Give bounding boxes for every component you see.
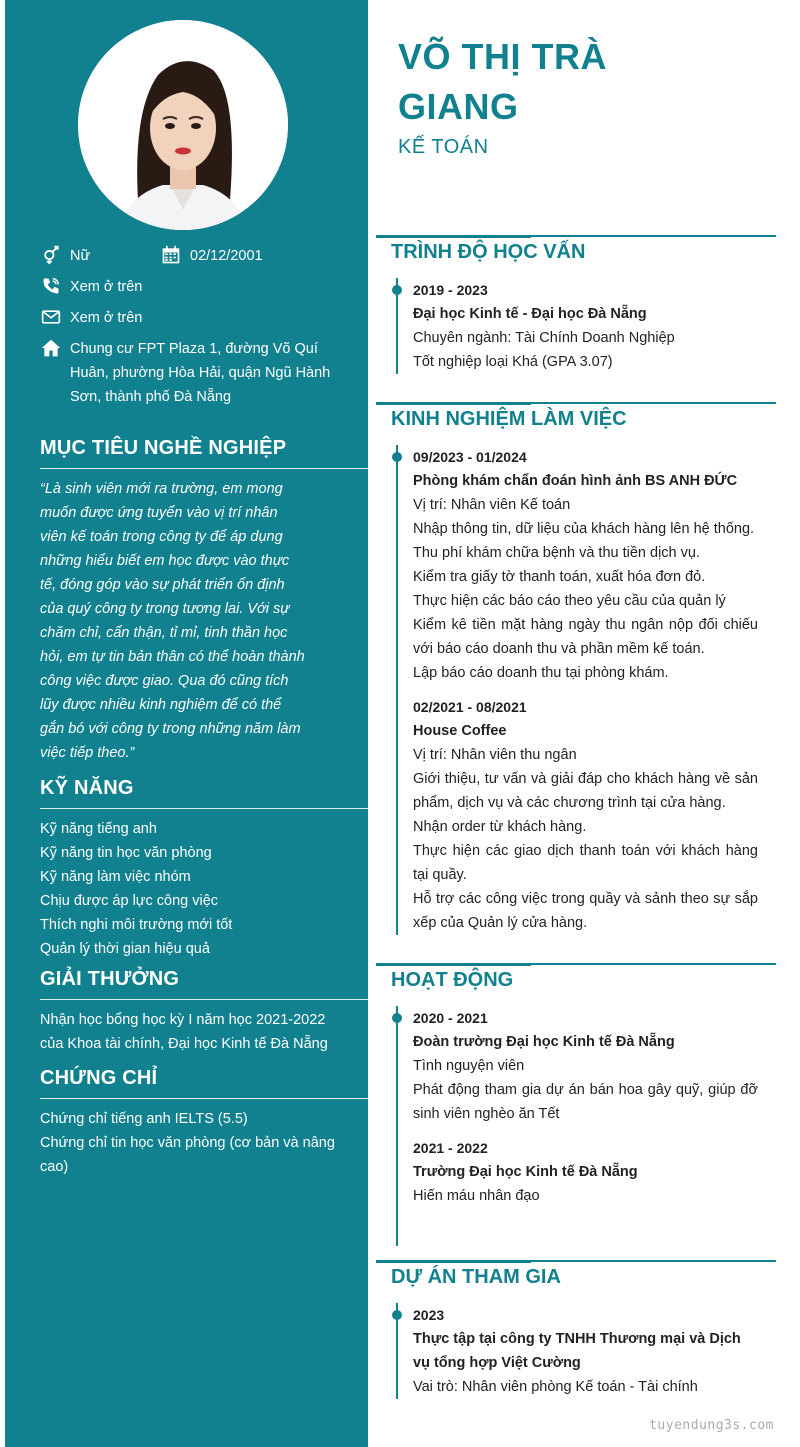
candidate-role: KẾ TOÁN [398,136,489,158]
phone-icon [40,275,62,297]
address-text: Chung cư FPT Plaza 1, đường Võ Quí Huân, phường Hòa Hải, quận Ngũ Hành Sơn, thành phố Đà Nẵng [70,341,331,405]
skill-item: Kỹ năng làm việc nhóm [40,869,191,885]
entry-org: Phòng khám chẩn đoán hình ảnh BS ANH ĐỨC [413,473,738,489]
certificate-item: Chứng chỉ tin học văn phòng (cơ bản và nâng cao) [40,1135,335,1175]
entry-line: Tình nguyện viên [413,1058,525,1074]
timeline-dot [392,1013,402,1023]
objective-title: MỤC TIÊU NGHỀ NGHIỆP [40,437,368,469]
skills-title: KỸ NĂNG [40,777,368,809]
activity-entry [413,1136,776,1208]
objective-section [40,437,368,765]
experience-entry [413,445,776,685]
contact-info [40,244,360,416]
certificate-item: Chứng chỉ tiếng anh IELTS (5.5) [40,1111,248,1127]
gender-text: Nữ [70,248,91,264]
experience-timeline [396,445,776,935]
awards-text: Nhận học bổng học kỳ I năm học 2021-2022 của Khoa tài chính, Đại học Kinh tế Đà Nẵng [40,1012,328,1052]
entry-org: Đại học Kinh tế - Đại học Đà Nẵng [413,306,647,322]
gender-birthday-row [40,244,360,268]
portrait-photo [78,20,288,230]
entry-date: 09/2023 - 01/2024 [413,449,527,465]
activity-entry [413,1006,776,1126]
email-row [40,306,360,330]
activities-timeline [396,1006,776,1246]
skill-item: Quản lý thời gian hiệu quả [40,941,210,957]
entry-line: Phát động tham gia dự án bán hoa gây quỹ, giúp đỡ sinh viên nghèo ăn Tết [413,1082,758,1122]
certificates-title: CHỨNG CHỈ [40,1067,368,1099]
skill-item: Kỹ năng tiếng anh [40,821,157,837]
email-icon [40,306,62,328]
phone-row [40,275,360,299]
skill-item: Chịu được áp lực công việc [40,893,219,909]
awards-title: GIẢI THƯỞNG [40,968,368,1000]
projects-section [376,1260,776,1409]
entry-line: Vị trí: Nhân viên thu ngân [413,747,577,763]
awards-section [40,968,368,1056]
entry-line: Thực hiện các giao dịch thanh toán với khách hàng tại quầy. [413,843,758,883]
avatar [78,20,288,230]
address-row [40,337,360,409]
education-section [376,235,776,384]
sidebar [5,0,368,1447]
entry-line: Kiểm tra giấy tờ thanh toán, xuất hóa đơn đỏ. [413,569,706,585]
entry-line: Vị trí: Nhân viên Kế toán [413,497,571,513]
entry-line: Thu phí khám chữa bệnh và thu tiền dịch vụ. [413,545,700,561]
timeline-dot [392,285,402,295]
entry-line: Nhận order từ khách hàng. [413,819,587,835]
experience-entry [413,695,776,935]
entry-date: 02/2021 - 08/2021 [413,699,527,715]
entry-org: House Coffee [413,723,507,739]
entry-org: Trường Đại học Kinh tế Đà Nẵng [413,1164,638,1180]
entry-date: 2021 - 2022 [413,1140,488,1156]
education-title: TRÌNH ĐỘ HỌC VẤN [376,235,776,272]
entry-org: Thực tập tại công ty TNHH Thương mại và Dịch vụ tổng hợp Việt Cường [413,1331,741,1371]
experience-section [376,402,776,945]
entry-line: Chuyên ngành: Tài Chính Doanh Nghiệp [413,330,675,346]
candidate-name: VÕ THỊ TRÀ GIANG [398,36,607,127]
birthday-text: 02/12/2001 [190,248,263,264]
entry-line: Nhập thông tin, dữ liệu của khách hàng lên hệ thống. [413,521,755,537]
projects-title: DỰ ÁN THAM GIA [376,1260,776,1297]
projects-timeline [396,1303,776,1399]
timeline-dot [392,452,402,462]
watermark: tuyendung3s.com [649,1418,774,1433]
entry-line: Thực hiện các báo cáo theo yêu cầu của quản lý [413,593,726,609]
entry-line: Lập báo cáo doanh thu tại phòng khám. [413,665,669,681]
skill-item: Thích nghi môi trường mới tốt [40,917,233,933]
entry-line: Kiểm kê tiền mặt hàng ngày thu ngân nộp đối chiếu với báo cáo doanh thu và phần mềm kế toán. [413,617,758,657]
objective-text: “Là sinh viên mới ra trường, em mong muốn được ứng tuyển vào vị trí nhân viên kế toán trong công ty để áp dụng những hiểu biết em học được vào thực tế, đóng góp vào sự phát triển ổn định của quý công ty trong tương lai. Với sự chăm chỉ, cẩn thận, tỉ mỉ, tinh thần học hỏi, em tự tin bản thân có thể hoàn thành công việc được giao. Qua đó cũng tích lũy được nhiều kinh nghiệm để có thể gắn bó với công ty trong những năm làm việc tiếp theo.” [40,481,305,761]
entry-date: 2019 - 2023 [413,282,488,298]
email-text: Xem ở trên [70,310,143,326]
calendar-icon [160,244,182,266]
activities-title: HOẠT ĐỘNG [376,963,776,1000]
experience-title: KINH NGHIỆM LÀM VIỆC [376,402,776,439]
skill-item: Kỹ năng tin học văn phòng [40,845,212,861]
entry-line: Hỗ trợ các công việc trong quầy và sảnh theo sự sắp xếp của Quản lý cửa hàng. [413,891,758,931]
entry-line: Tốt nghiệp loại Khá (GPA 3.07) [413,354,613,370]
entry-line: Giới thiệu, tư vấn và giải đáp cho khách hàng về sản phẩm, dịch vụ và các chương trình tại cửa hàng. [413,771,758,811]
entry-org: Đoàn trường Đại học Kinh tế Đà Nẵng [413,1034,675,1050]
home-icon [40,337,62,359]
entry-line: Vai trò: Nhân viên phòng Kế toán - Tài chính [413,1379,698,1395]
skills-section [40,777,368,961]
education-entry [413,278,776,374]
entry-date: 2020 - 2021 [413,1010,488,1026]
gender-icon [40,244,62,266]
phone-text: Xem ở trên [70,279,143,295]
education-timeline [396,278,776,374]
timeline-dot [392,1310,402,1320]
entry-line: Hiến máu nhân đạo [413,1188,540,1204]
project-entry [413,1303,776,1399]
entry-date: 2023 [413,1307,445,1323]
certificates-section [40,1067,368,1179]
activities-section [376,963,776,1246]
main-content [368,0,800,1447]
